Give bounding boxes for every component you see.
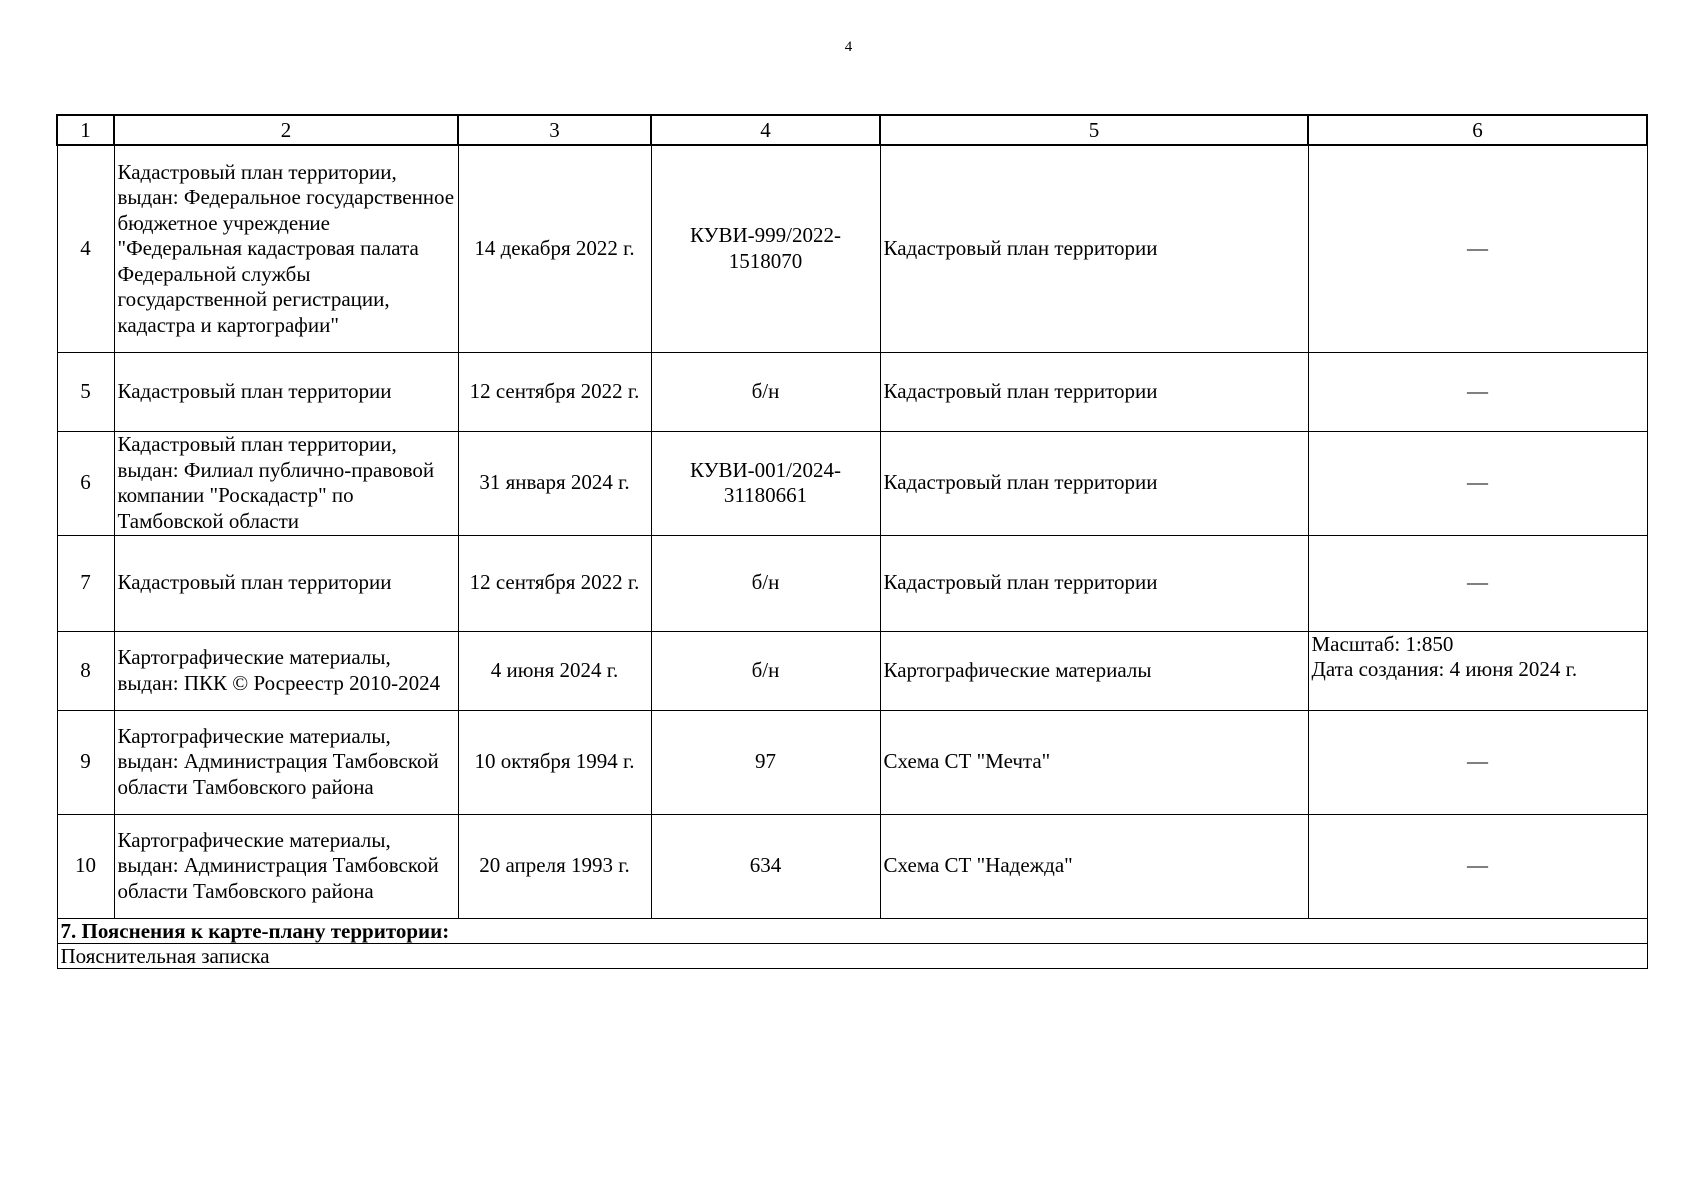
column-header-4: 4 [651, 115, 880, 145]
table-row [57, 814, 1647, 918]
document-number: б/н [651, 352, 880, 431]
sources-table [56, 114, 1648, 969]
row-number: 8 [57, 631, 114, 710]
row-number: 10 [57, 814, 114, 918]
column-header-5: 5 [880, 115, 1308, 145]
document-number: 97 [651, 710, 880, 814]
column-header-6: 6 [1308, 115, 1647, 145]
document-description: Кадастровый план территории [880, 352, 1308, 431]
document-number: б/н [651, 535, 880, 631]
table-row [57, 431, 1647, 535]
document-date: 4 июня 2024 г. [458, 631, 651, 710]
document-date: 20 апреля 1993 г. [458, 814, 651, 918]
column-header-1: 1 [57, 115, 114, 145]
document-note [1308, 631, 1647, 710]
document-note: — [1308, 352, 1647, 431]
document-description: Картографические материалы [880, 631, 1308, 710]
document-note: — [1308, 145, 1647, 352]
section-title: 7. Пояснения к карте-плану территории: [57, 918, 1647, 943]
document-name: Кадастровый план территории, выдан: Филиал публично-правовой компании "Роскадастр" по Тамбовской области [114, 431, 458, 535]
document-name: Кадастровый план территории [114, 535, 458, 631]
document-name: Картографические материалы, выдан: Администрация Тамбовской области Тамбовского района [114, 710, 458, 814]
row-number: 5 [57, 352, 114, 431]
document-description: Схема СТ "Мечта" [880, 710, 1308, 814]
document-number: КУВИ-001/2024-31180661 [651, 431, 880, 535]
scale-line: Масштаб: 1:850 [1311, 631, 1454, 656]
document-note: — [1308, 431, 1647, 535]
table-row [57, 535, 1647, 631]
document-date: 14 декабря 2022 г. [458, 145, 651, 352]
document-description: Кадастровый план территории [880, 145, 1308, 352]
table-row [57, 631, 1647, 710]
document-description: Кадастровый план территории [880, 431, 1308, 535]
document-note: — [1308, 535, 1647, 631]
column-header-3: 3 [458, 115, 651, 145]
table-row [57, 352, 1647, 431]
document-description: Кадастровый план территории [880, 535, 1308, 631]
document-note: — [1308, 814, 1647, 918]
document-number: б/н [651, 631, 880, 710]
document-name: Картографические материалы, выдан: Администрация Тамбовской области Тамбовского района [114, 814, 458, 918]
document-date: 12 сентября 2022 г. [458, 535, 651, 631]
document-date: 10 октября 1994 г. [458, 710, 651, 814]
row-number: 9 [57, 710, 114, 814]
document-name: Кадастровый план территории [114, 352, 458, 431]
explanation-row [57, 943, 1647, 968]
document-name: Кадастровый план территории, выдан: Федеральное государственное бюджетное учреждение "Федеральная кадастровая палата Федеральной службы государственной регистрации, кадастра и картографии" [114, 145, 458, 352]
row-number: 7 [57, 535, 114, 631]
document-date: 31 января 2024 г. [458, 431, 651, 535]
table-row [57, 710, 1647, 814]
document-note: — [1308, 710, 1647, 814]
document-number: 634 [651, 814, 880, 918]
document-date: 12 сентября 2022 г. [458, 352, 651, 431]
table-row [57, 145, 1647, 352]
row-number: 6 [57, 431, 114, 535]
table-header-row [57, 115, 1647, 145]
document-name: Картографические материалы, выдан: ПКК © Росреестр 2010-2024 [114, 631, 458, 710]
page-number: 4 [844, 39, 853, 55]
column-header-2: 2 [114, 115, 458, 145]
row-number: 4 [57, 145, 114, 352]
explanation-text: Пояснительная записка [57, 943, 1647, 968]
document-description: Схема СТ "Надежда" [880, 814, 1308, 918]
document-number: КУВИ-999/2022-1518070 [651, 145, 880, 352]
creation-date-line: Дата создания: 4 июня 2024 г. [1311, 657, 1578, 681]
section-row [57, 918, 1647, 943]
